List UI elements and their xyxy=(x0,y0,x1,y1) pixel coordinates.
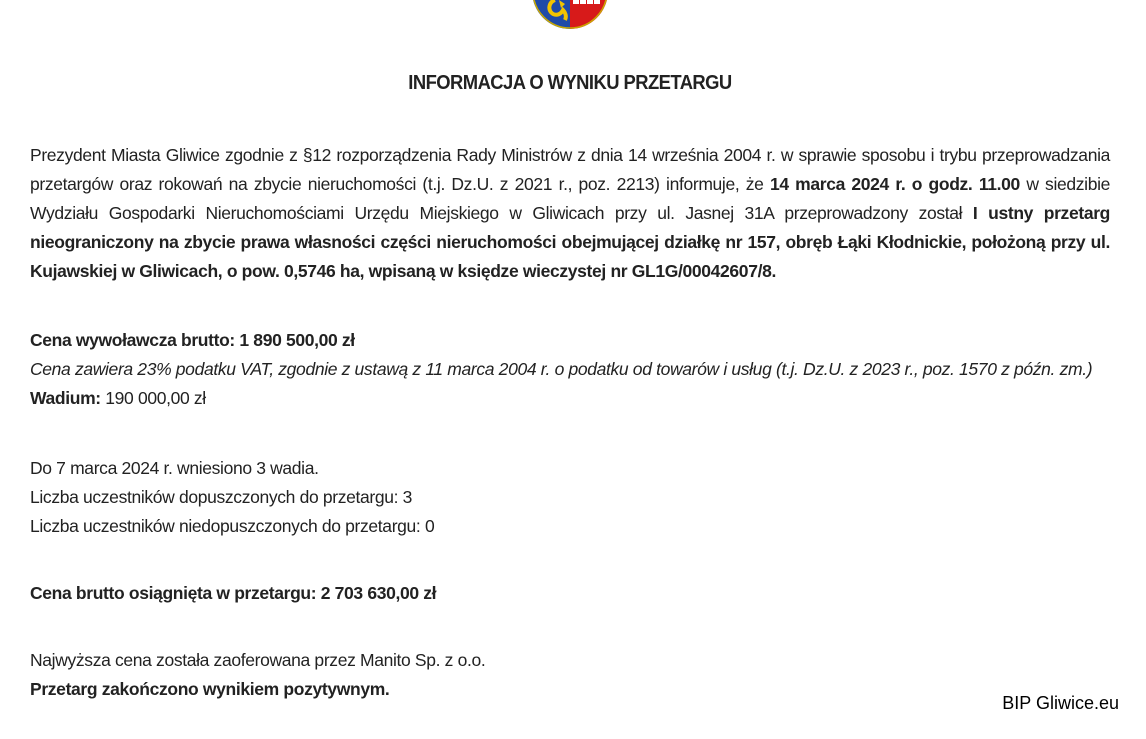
highest-bidder: Najwyższa cena została zaoferowana przez Manito Sp. z o.o. xyxy=(30,650,486,670)
deposit xyxy=(30,384,1110,413)
achieved-price: Cena brutto osiągnięta w przetargu: 2 703 630,00 zł xyxy=(30,583,437,603)
announcement-body xyxy=(30,141,1110,704)
intro-paragraph xyxy=(30,141,1110,286)
deposit-label: Wadium: xyxy=(30,388,101,408)
deposits-info: Do 7 marca 2024 r. wniesiono 3 wadia. xyxy=(30,458,319,478)
auction-outcome: Przetarg zakończono wynikiem pozytywnym. xyxy=(30,679,390,699)
vat-note: Cena zawiera 23% podatku VAT, zgodnie z ustawą z 11 marca 2004 r. o podatku od towarów i usług (t.j. Dz.U. z 2023 r., poz. 1570 z późn. zm.) xyxy=(30,359,1093,379)
deposit-value: 190 000,00 zł xyxy=(100,388,206,408)
intro-text-part1: Prezydent Miasta Gliwice zgodnie z §12 rozporządzenia Rady Ministrów z dnia 14 września 2004 r. w sprawie sposobu i trybu przeprowadzania przetargów oraz rokowań na zbycie nieruchomości (t.j. Dz.U. z 2021 r., poz. 2213) informuje, że xyxy=(30,145,1110,194)
bip-watermark: BIP Gliwice.eu xyxy=(1002,693,1119,713)
admitted-count: Liczba uczestników dopuszczonych do przetargu: 3 xyxy=(30,487,413,507)
intro-text-part2: w siedzibie Wydziału Gospodarki Nieruchomościami Urzędu Miejskiego w Gliwicach przy ul. Jasnej 31A przeprowadzony został xyxy=(30,174,1110,223)
city-crest-logo xyxy=(531,0,609,30)
auction-subject: I ustny przetarg nieograniczony na zbycie prawa własności części nieruchomości obejmującej działkę nr 157, obręb Łąki Kłodnickie, położoną przy ul. Kujawskiej w Gliwicach, o pow. 0,5746 ha, wpisaną w księdze wieczystej nr GL1G/00042607/8. xyxy=(30,203,1111,281)
starting-price: Cena wywoławcza brutto: 1 890 500,00 zł xyxy=(30,330,355,350)
not-admitted-count: Liczba uczestników niedopuszczonych do przetargu: 0 xyxy=(30,516,435,536)
auction-date: 14 marca 2024 r. o godz. 11.00 xyxy=(769,174,1020,194)
page-title: INFORMACJA O WYNIKU PRZETARGU xyxy=(408,72,732,94)
